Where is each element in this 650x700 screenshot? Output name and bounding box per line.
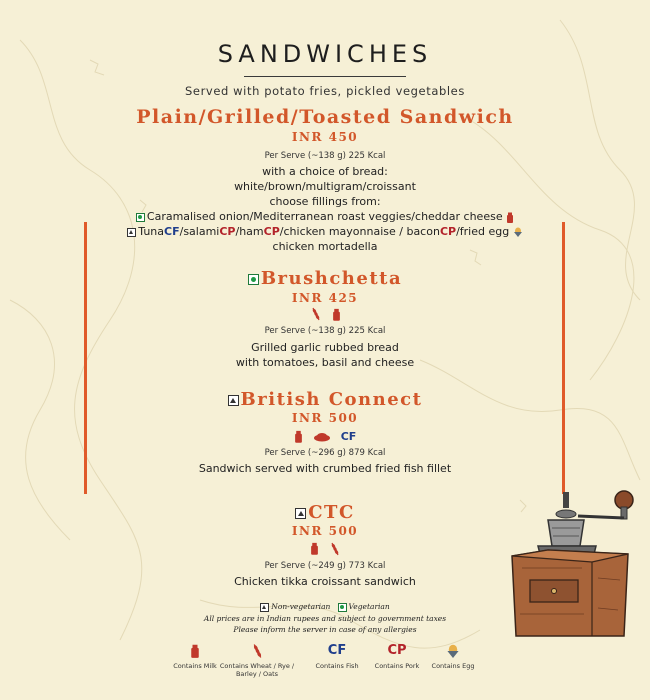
egg-icon: [446, 643, 460, 659]
item-name-brushchetta: [0, 268, 650, 289]
milk-icon: [294, 430, 303, 443]
nonveg-mark-icon: [295, 508, 306, 519]
item-price-ctc: INR 500: [291, 524, 359, 538]
pork-tag: CP: [219, 225, 236, 238]
section-title: SANDWICHES: [217, 40, 433, 68]
legend-label: Contains Wheat / Rye / Barley / Oats: [219, 662, 295, 678]
nonveg-mark-icon: [127, 228, 136, 237]
fish-tag: CF: [164, 225, 180, 238]
item-serve-brushchetta: Per Serve (~138 g) 225 Kcal: [264, 326, 386, 336]
desc-line: with a choice of bread:: [262, 165, 388, 178]
section-subtitle: Served with potato fries, pickled vegetables: [185, 84, 465, 98]
item-name-text: Brushchetta: [260, 268, 403, 289]
legend-label: Contains Milk: [173, 662, 217, 670]
allergen-icons-british-connect: [0, 428, 650, 447]
legend-label: Contains Fish: [315, 662, 359, 670]
desc-line: choose fillings from:: [269, 195, 381, 208]
item-name-plain-sandwich: Plain/Grilled/Toasted Sandwich: [136, 106, 514, 128]
milk-icon: [506, 212, 514, 223]
allergy-note: Please inform the server in case of any allergies: [233, 625, 417, 634]
desc-line: Chicken tikka croissant sandwich: [234, 575, 416, 588]
egg-icon: [513, 227, 523, 237]
legend-label: Contains Pork: [374, 662, 420, 670]
allergen-legend: [0, 643, 650, 693]
desc-line: white/brown/multigram/croissant: [234, 180, 416, 193]
nonveg-fillings-line-2: chicken mortadella: [272, 240, 378, 253]
pork-tag: CP: [263, 225, 280, 238]
nonveg-note: Non-vegetarian: [271, 602, 331, 611]
pork-tag: CP: [439, 225, 457, 238]
nonveg-fillings-line: [0, 224, 650, 239]
milk-icon: [190, 643, 200, 659]
diet-key: [0, 602, 650, 612]
item-price-brushchetta: INR 425: [291, 291, 359, 305]
item-serve-plain-sandwich: Per Serve (~138 g) 225 Kcal: [264, 151, 386, 161]
item-name-text: British Connect: [240, 389, 423, 410]
fish-icon: CF: [327, 643, 347, 658]
milk-icon: [332, 308, 341, 321]
filling-text: /ham: [235, 225, 264, 238]
item-price-british-connect: INR 500: [291, 411, 359, 425]
desc-line: Sandwich served with crumbed fried fish fillet: [198, 462, 452, 475]
item-desc-brushchetta: [0, 340, 650, 370]
legend-label: Contains Egg: [431, 662, 475, 670]
veg-mark-icon: [136, 213, 145, 222]
veg-note: Vegetarian: [348, 602, 390, 611]
veg-mark-icon: [338, 603, 347, 612]
bread-icon: [313, 432, 331, 442]
item-serve-ctc: Per Serve (~249 g) 773 Kcal: [264, 561, 386, 571]
item-serve-british-connect: Per Serve (~296 g) 879 Kcal: [264, 448, 386, 458]
item-name-text: CTC: [308, 502, 355, 523]
veg-fillings-line: [0, 209, 650, 224]
veg-mark-icon: [248, 274, 259, 285]
wheat-icon: [329, 542, 341, 556]
desc-line: with tomatoes, basil and cheese: [235, 356, 415, 369]
legend-egg: [408, 643, 498, 670]
tax-note: All prices are in Indian rupees and subject to government taxes: [203, 614, 447, 623]
filling-text: /chicken mayonnaise / bacon: [279, 225, 440, 238]
veg-fillings: Caramalised onion/Mediterranean roast veggies/cheddar cheese: [146, 210, 503, 223]
item-price-plain-sandwich: INR 450: [291, 130, 359, 144]
nonveg-mark-icon: [260, 603, 269, 612]
wheat-icon: [251, 643, 264, 659]
nonveg-mark-icon: [228, 395, 239, 406]
allergen-icons-brushchetta: [0, 306, 650, 325]
filling-text: /fried egg: [456, 225, 510, 238]
milk-icon: [310, 542, 319, 555]
filling-text: /salami: [179, 225, 220, 238]
title-underline: [244, 76, 406, 77]
fish-tag: CF: [340, 430, 357, 443]
pork-icon: CP: [387, 643, 407, 658]
filling-text: Tuna: [138, 225, 165, 238]
desc-line: Grilled garlic rubbed bread: [251, 341, 399, 354]
item-name-british-connect: [0, 389, 650, 410]
item-desc-plain-sandwich: [0, 164, 650, 254]
legend-wheat: [212, 643, 302, 678]
item-desc-british-connect: [0, 461, 650, 476]
wheat-icon: [310, 307, 322, 321]
